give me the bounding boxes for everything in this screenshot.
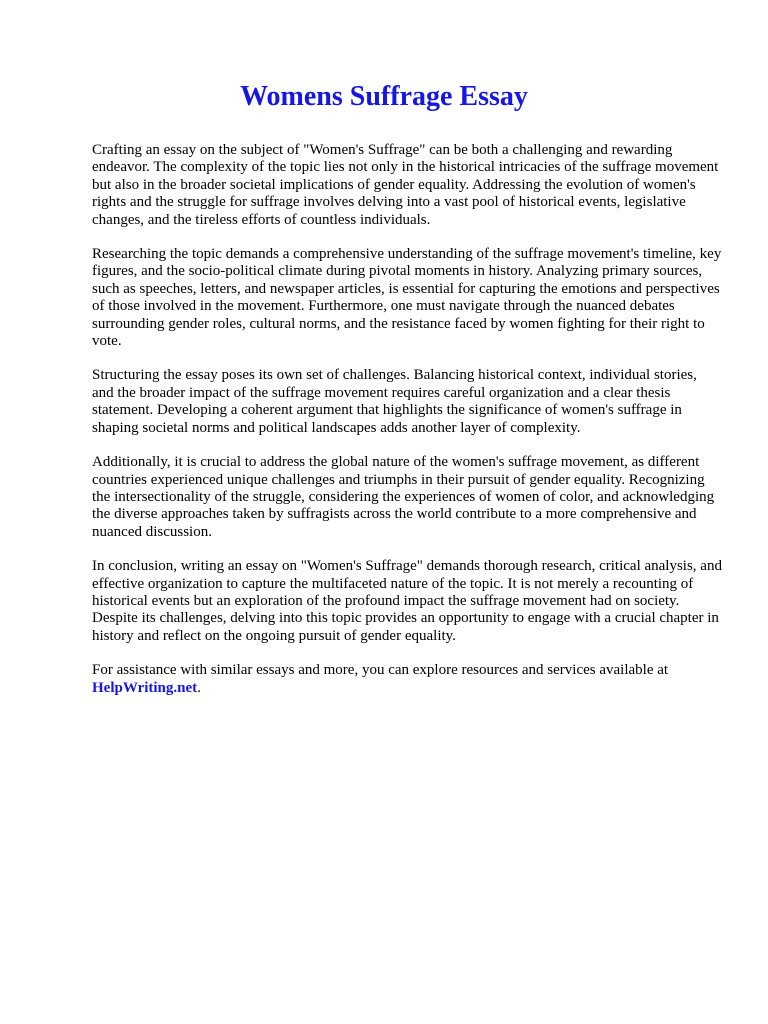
closing-text: For assistance with similar essays and more, you can explore resources and services available at xyxy=(92,662,669,679)
paragraph-research: Researching the topic demands a comprehensive understanding of the suffrage movement's timeline, key figures, and the socio-political climate during pivotal moments in history. Analyzing primary sources, such as speeches, letters, and newspaper articles, is essential for capturing the emotions and perspectives of those involved in the movement. Furthermore, one must navigate through the nuanced debates surrounding gender roles, cultural norms, and the resistance faced by women fighting for their right to vote. xyxy=(92,246,722,350)
helpwriting-link[interactable]: HelpWriting.net xyxy=(92,679,198,696)
paragraph-conclusion: In conclusion, writing an essay on "Women's Suffrage" demands thorough research, critical analysis, and effective organization to capture the multifaceted nature of the topic. It is not merely a recounting of historical events but an exploration of the profound impact the suffrage movement had on society. Despite its challenges, delving into this topic provides an opportunity to engage with a crucial chapter in history and reflect on the ongoing pursuit of gender equality. xyxy=(92,558,722,644)
closing-punct: . xyxy=(197,679,201,696)
page-title: Womens Suffrage Essay xyxy=(240,81,528,112)
paragraph-intro: Crafting an essay on the subject of "Women's Suffrage" can be both a challenging and rewarding endeavor. The complexity of the topic lies not only in the historical intricacies of the suffrage movement but also in the broader societal implications of gender equality. Addressing the evolution of women's rights and the struggle for suffrage involves delving into a vast pool of historical events, legislative changes, and the tireless efforts of countless individuals. xyxy=(92,142,719,228)
paragraph-closing xyxy=(92,662,722,697)
paragraph-global: Additionally, it is crucial to address the global nature of the women's suffrage movement, as different countries experienced unique challenges and triumphs in their pursuit of gender equality. Recognizing the intersectionality of the struggle, considering the experiences of women of color, and acknowledging the diverse approaches taken by suffragists across the world contribute to a more comprehensive and nuanced discussion. xyxy=(92,454,715,540)
paragraph-structure: Structuring the essay poses its own set of challenges. Balancing historical context, individual stories, and the broader impact of the suffrage movement requires careful organization and a clear thesis statement. Developing a coherent argument that highlights the significance of women's suffrage in shaping societal norms and political landscapes adds another layer of complexity. xyxy=(92,367,697,436)
